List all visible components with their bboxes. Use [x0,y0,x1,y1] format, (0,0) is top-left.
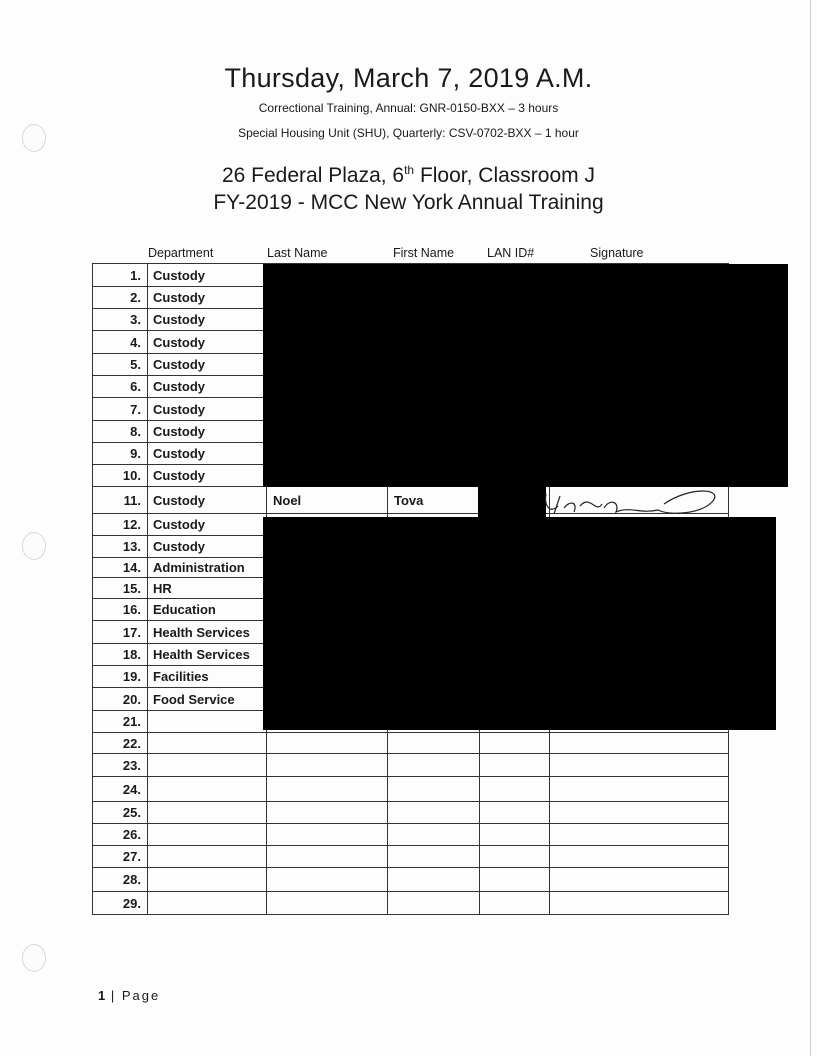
signature-cell [549,754,729,777]
lan-id-cell [479,892,549,915]
signature-cell [549,777,729,802]
col-header-last-name: Last Name [267,246,328,260]
last-name-cell [266,846,387,868]
department-cell: Custody [147,264,266,287]
last-name-cell [266,733,387,754]
first-name-cell [387,802,479,824]
table-row [92,733,729,754]
row-number: 21. [92,711,147,733]
redaction-block [263,517,776,730]
department-cell: Food Service [147,688,266,711]
course-line-2: Special Housing Unit (SHU), Quarterly: CSV-0702-BXX – 1 hour [238,126,579,140]
department-cell [147,802,266,824]
row-number: 17. [92,621,147,644]
table-row [92,892,729,915]
signature-cell [549,733,729,754]
department-cell: Health Services [147,644,266,666]
course-line-1: Correctional Training, Annual: GNR-0150-BXX – 3 hours [258,101,559,115]
department-cell [147,824,266,846]
department-cell: Custody [147,376,266,398]
row-number: 26. [92,824,147,846]
first-name-cell [387,733,479,754]
lan-id-cell [479,824,549,846]
row-number: 7. [92,398,147,421]
department-cell [147,754,266,777]
row-number: 13. [92,536,147,558]
row-number: 24. [92,777,147,802]
table-row [92,802,729,824]
row-number: 11. [92,487,147,514]
last-name-cell [266,892,387,915]
event-title: FY-2019 - MCC New York Annual Training [213,191,604,214]
first-name-cell [387,777,479,802]
row-number: 25. [92,802,147,824]
row-number: 19. [92,666,147,688]
department-cell [147,868,266,892]
row-number: 28. [92,868,147,892]
first-name-cell [387,824,479,846]
department-cell: Facilities [147,666,266,688]
punch-hole [22,944,46,972]
department-cell: Custody [147,514,266,536]
row-number: 20. [92,688,147,711]
lan-id-cell [479,754,549,777]
page-title: Thursday, March 7, 2019 A.M. [224,63,593,93]
signature-cell [549,868,729,892]
department-cell [147,711,266,733]
department-cell: Custody [147,287,266,309]
first-name-cell [387,868,479,892]
table-row [92,754,729,777]
row-number: 22. [92,733,147,754]
row-number: 12. [92,514,147,536]
col-header-department: Department [148,246,214,260]
department-cell [147,733,266,754]
row-number: 23. [92,754,147,777]
department-cell: Custody [147,487,266,514]
row-number: 2. [92,287,147,309]
row-number: 10. [92,465,147,487]
department-cell: Custody [147,465,266,487]
signature-cell [549,802,729,824]
row-number: 1. [92,264,147,287]
redaction-block [263,264,788,487]
row-number: 8. [92,421,147,443]
table-row [92,868,729,892]
department-cell: Custody [147,536,266,558]
lan-id-cell [479,868,549,892]
signature-cell [549,846,729,868]
first-name-cell: Tova [387,487,479,514]
department-cell: Custody [147,309,266,331]
row-number: 14. [92,558,147,578]
table-row [92,777,729,802]
row-number: 3. [92,309,147,331]
page-footer: 1 | Page [98,988,161,1003]
department-cell [147,892,266,915]
department-cell: Custody [147,421,266,443]
signature-cell [549,824,729,846]
first-name-cell [387,846,479,868]
row-number: 5. [92,354,147,376]
first-name-cell [387,892,479,915]
department-cell: Custody [147,354,266,376]
lan-id-cell [479,733,549,754]
department-cell [147,777,266,802]
last-name-cell [266,777,387,802]
last-name-cell [266,868,387,892]
table-row [92,824,729,846]
row-number: 16. [92,599,147,621]
row-number: 15. [92,578,147,599]
row-number: 29. [92,892,147,915]
lan-id-cell [479,777,549,802]
department-cell [147,846,266,868]
row-number: 9. [92,443,147,465]
last-name-cell: Noel [266,487,387,514]
department-cell: Custody [147,398,266,421]
row-number: 6. [92,376,147,398]
punch-hole [22,532,46,560]
location: 26 Federal Plaza, 6th Floor, Classroom J [221,163,595,187]
table-row [92,846,729,868]
first-name-cell [387,754,479,777]
page-edge-shadow [810,0,811,1056]
lan-id-cell [479,802,549,824]
department-cell: Administration [147,558,266,578]
lan-id-cell [479,846,549,868]
row-number: 18. [92,644,147,666]
signature-cell [549,892,729,915]
redaction-block [478,487,546,517]
department-cell: Custody [147,443,266,465]
col-header-signature: Signature [590,246,644,260]
last-name-cell [266,754,387,777]
department-cell: HR [147,578,266,599]
last-name-cell [266,802,387,824]
department-cell: Education [147,599,266,621]
signature-scribble [540,484,730,524]
department-cell: Health Services [147,621,266,644]
row-number: 27. [92,846,147,868]
row-number: 4. [92,331,147,354]
col-header-first-name: First Name [393,246,455,260]
department-cell: Custody [147,331,266,354]
col-header-lan-id: LAN ID# [487,246,535,260]
last-name-cell [266,824,387,846]
